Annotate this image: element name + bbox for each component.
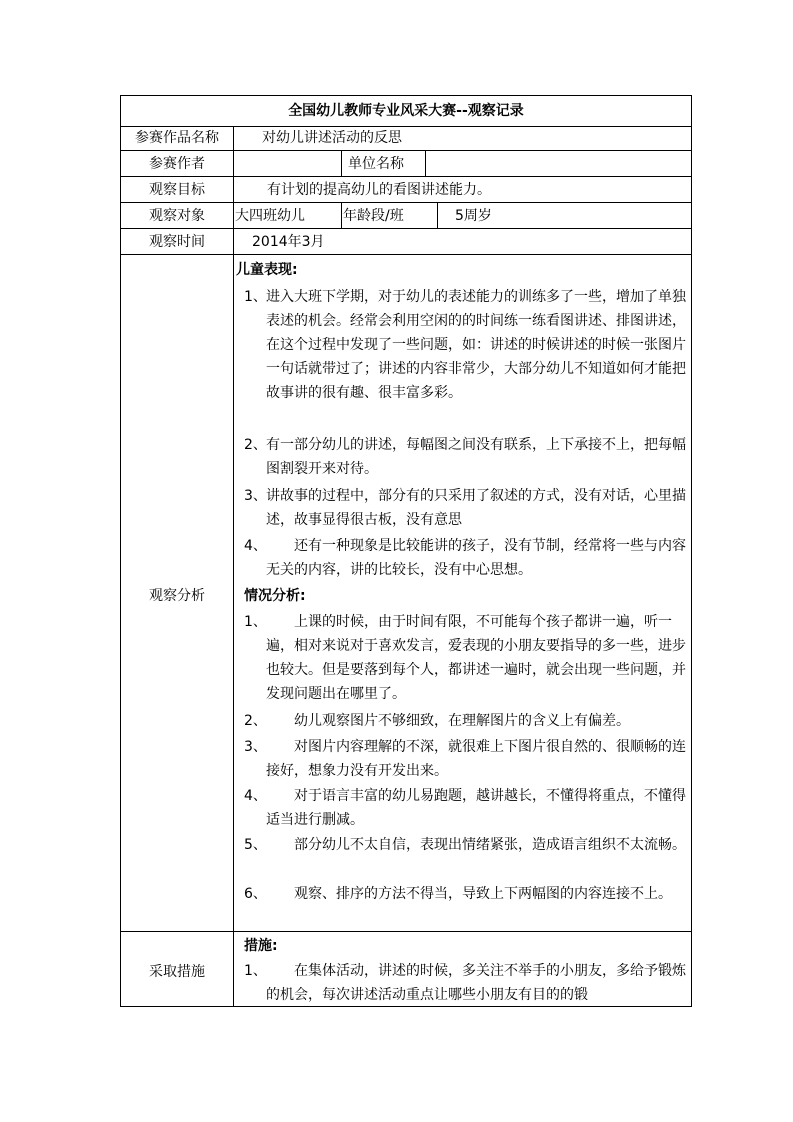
list-item [244, 534, 694, 582]
item-text: 有一部分幼儿的讲述，每幅图之间没有联系，上下承接不上，把每幅图割裂开来对待。 [266, 437, 686, 477]
item-number: 5、 [244, 837, 267, 853]
item-number: 6、 [244, 886, 267, 902]
child-performance-heading: 儿童表现: [236, 262, 298, 278]
list-item [244, 784, 694, 832]
item-number: 3、 [244, 488, 267, 504]
table-border-top [120, 95, 692, 96]
row-divider [120, 931, 692, 932]
list-item [244, 484, 694, 532]
measures-heading: 措施: [244, 938, 278, 954]
row-divider [120, 228, 692, 229]
age-group-value: 5周岁 [455, 208, 492, 224]
list-item [244, 882, 694, 930]
item-text: 上课的时候，由于时间有限，不可能每个孩子都讲一遍，听一遍，相对来说对于喜欢发言，爱表现的小朋友要指导的多一些，进步也较大。但是要落到每个人，都讲述一遍时，就会出现一些问题，并发现问题出在哪里了。 [266, 614, 686, 702]
item-number: 1、 [244, 614, 267, 630]
unit-name-label: 单位名称 [348, 156, 404, 172]
list-item [244, 610, 694, 706]
item-number: 4、 [244, 538, 267, 554]
item-text: 讲故事的过程中，部分有的只采用了叙述的方式，没有对话，心里描述，故事显得很古板，没有意思 [266, 488, 686, 528]
row-divider [120, 202, 692, 203]
item-text: 在集体活动，讲述的时候，多关注不举手的小朋友，多给予锻炼的机会，每次讲述活动重点让哪些小朋友有目的的锻 [266, 963, 686, 1003]
row-divider [120, 150, 692, 151]
list-item [244, 709, 694, 733]
item-number: 2、 [244, 713, 267, 729]
item-text: 观察、排序的方法不得当，导致上下两幅图的内容连接不上。 [294, 886, 672, 902]
record-title: 全国幼儿教师专业风采大赛--观察记录 [288, 103, 524, 119]
work-name-label: 参赛作品名称 [135, 130, 219, 146]
item-number: 1、 [244, 963, 267, 979]
item-number: 2、 [244, 437, 267, 453]
author-label: 参赛作者 [149, 156, 205, 172]
item-text: 还有一种现象是比较能讲的孩子，没有节制，经常将一些与内容无关的内容，讲的比较长，没有中心思想。 [266, 538, 686, 578]
work-name-value: 对幼儿讲述活动的反思 [262, 130, 402, 146]
item-text: 对于语言丰富的幼儿易跑题，越讲越长，不懂得将重点，不懂得适当进行删减。 [266, 788, 686, 828]
cell-divider [437, 202, 438, 228]
item-number: 1、 [244, 289, 267, 305]
item-number: 3、 [244, 739, 267, 755]
item-text: 对图片内容理解的不深，就很难上下图片很自然的、很顺畅的连接好，想象力没有开发出来。 [266, 739, 686, 779]
list-item [244, 959, 694, 1007]
time-value: 2014年3月 [252, 234, 325, 250]
item-number: 4、 [244, 788, 267, 804]
situation-analysis-heading: 情况分析: [244, 588, 306, 604]
list-item [244, 735, 694, 783]
table-border-left [120, 95, 121, 1007]
measures-label: 采取措施 [149, 964, 205, 980]
cell-divider [341, 202, 342, 228]
time-label: 观察时间 [149, 234, 205, 250]
row-divider [120, 126, 692, 127]
list-item [244, 833, 694, 881]
list-item [244, 285, 694, 429]
list-item [244, 433, 694, 481]
cell-divider [341, 150, 342, 176]
goal-label: 观察目标 [149, 182, 205, 198]
item-text: 幼儿观察图片不够细致，在理解图片的含义上有偏差。 [294, 713, 630, 729]
subject-value: 大四班幼儿 [235, 208, 305, 224]
subject-label: 观察对象 [149, 208, 205, 224]
analysis-label: 观察分析 [149, 588, 205, 604]
goal-value: 有计划的提高幼儿的看图讲述能力。 [267, 182, 491, 198]
age-group-label: 年龄段/班 [343, 208, 404, 224]
row-divider [120, 254, 692, 255]
item-text: 进入大班下学期，对于幼儿的表述能力的训练多了一些，增加了单独表述的机会。经常会利用空闲的的时间练一练看图讲述、排图讲述，在这个过程中发现了一些问题，如：讲述的时候讲述的时候一张图片一句话就带过了；讲述的内容非常少，大部分幼儿不知道如何才能把故事讲的很有趣、很丰富多彩。 [266, 289, 686, 401]
cell-divider [425, 150, 426, 176]
row-divider [120, 176, 692, 177]
label-column-divider [233, 126, 234, 1007]
item-text: 部分幼儿不太自信，表现出情绪紧张，造成语言组织不太流畅。 [294, 837, 686, 853]
